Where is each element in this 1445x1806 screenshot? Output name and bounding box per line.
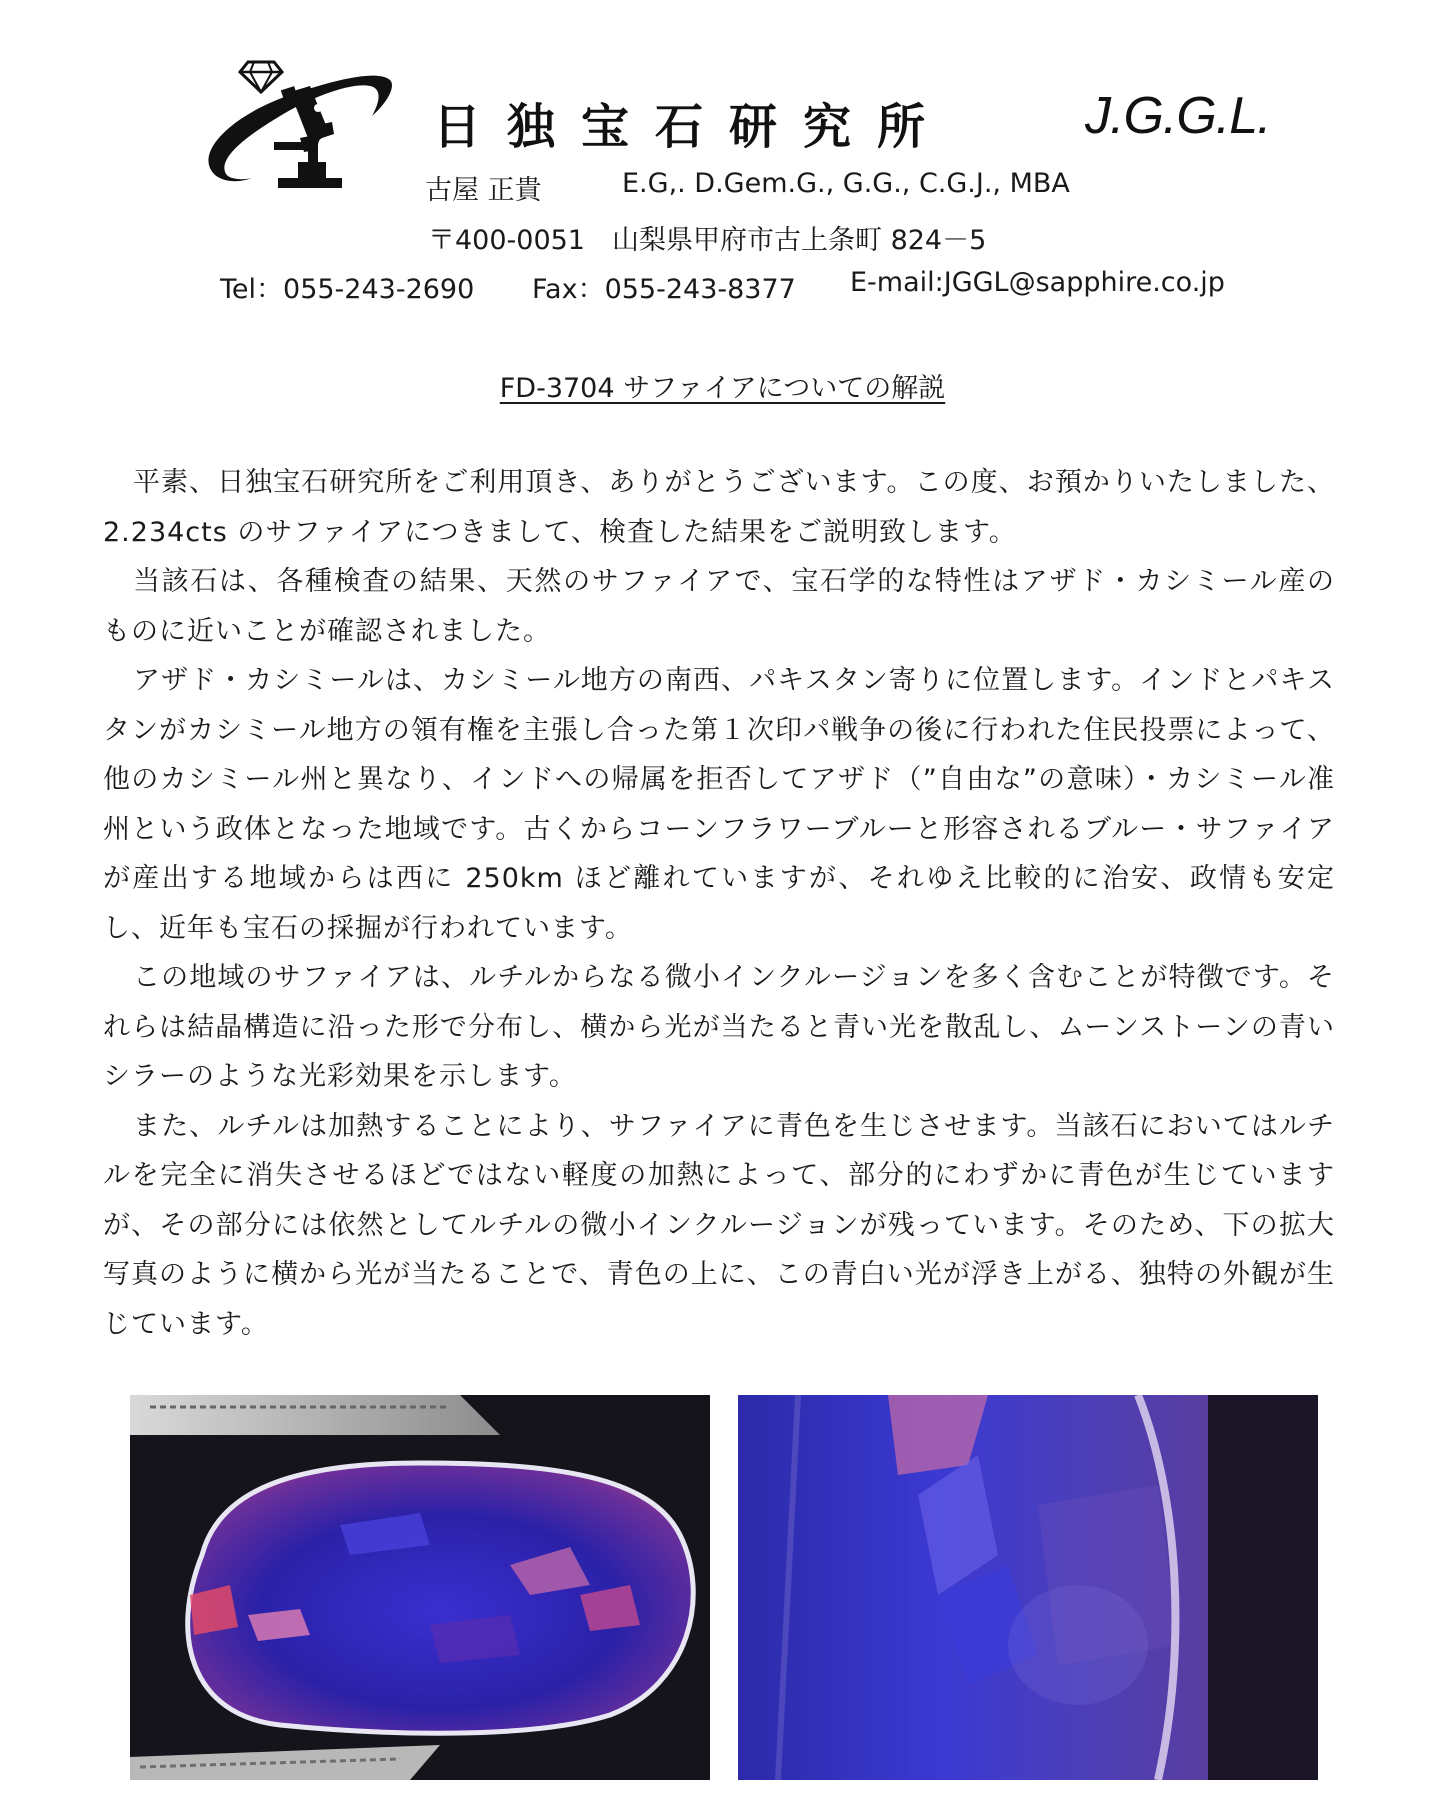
microscope-diamond-logo-icon <box>200 50 400 195</box>
lab-logo <box>200 50 400 195</box>
telephone-number: Tel：055-243-2690 <box>220 274 475 305</box>
fax-number: Fax：055-243-8377 <box>532 274 796 305</box>
email-address[interactable]: E-mail:JGGL@sapphire.co.jp <box>850 267 1225 298</box>
sapphire-photo-overall <box>130 1395 710 1780</box>
document-title-row <box>0 366 1445 405</box>
director-credentials: E.G,. D.Gem.G., G.G., C.G.J., MBA <box>622 168 1070 199</box>
director-name: 古屋 正貴 <box>425 175 542 206</box>
paragraph-azad-kashmir: アザド・カシミールは、カシミール地方の南西、パキスタン寄りに位置します。インドとパキスタンがカシミール地方の領有権を主張し合った第１次印パ戦争の後に行われた住民投票によって、他のカシミール州と異なり、インドへの帰属を拒否してアザド（”自由な”の意味）・カシミール准州という政体となった地域です。古くからコーンフラワーブルーと形容されるブルー・サファイアが産出する地域からは西に 250km ほど離れていますが、それゆえ比較的に治安、政情も安定し、近年も宝石の採掘が行われています。 <box>103 665 1335 944</box>
lab-abbreviation: J.G.G.L. <box>1085 87 1271 145</box>
sapphire-photo-magnified <box>738 1395 1318 1780</box>
lab-name: 日独宝石研究所 <box>433 99 952 155</box>
paragraph-result: 当該石は、各種検査の結果、天然のサファイアで、宝石学的な特性はアザド・カシミール産のものに近いことが確認されました。 <box>103 566 1335 647</box>
document-body <box>103 458 1335 1349</box>
diamond-icon <box>240 62 282 92</box>
paragraph-greeting: 平素、日独宝石研究所をご利用頂き、ありがとうございます。この度、お預かりいたしました、2.234cts のサファイアにつきまして、検査した結果をご説明致します。 <box>103 467 1335 548</box>
paragraph-rutile-inclusions: この地域のサファイアは、ルチルからなる微小インクルージョンを多く含むことが特徴です。それらは結晶構造に沿った形で分布し、横から光が当たると青い光を散乱し、ムーンストーンの青いシラーのような光彩効果を示します。 <box>103 962 1335 1092</box>
lab-address: 〒400-0051 山梨県甲府市古上条町 824－5 <box>428 225 987 256</box>
paragraph-heating: また、ルチルは加熱することにより、サファイアに青色を生じさせます。当該石においてはルチルを完全に消失させるほどではない軽度の加熱によって、部分的にわずかに青色が生じていますが、その部分には依然としてルチルの微小インクルージョンが残っています。そのため、下の拡大写真のように横から光が当たることで、青色の上に、この青白い光が浮き上がる、独特の外観が生じています。 <box>103 1110 1335 1340</box>
document-title: FD-3704 サファイアについての解説 <box>499 373 946 404</box>
